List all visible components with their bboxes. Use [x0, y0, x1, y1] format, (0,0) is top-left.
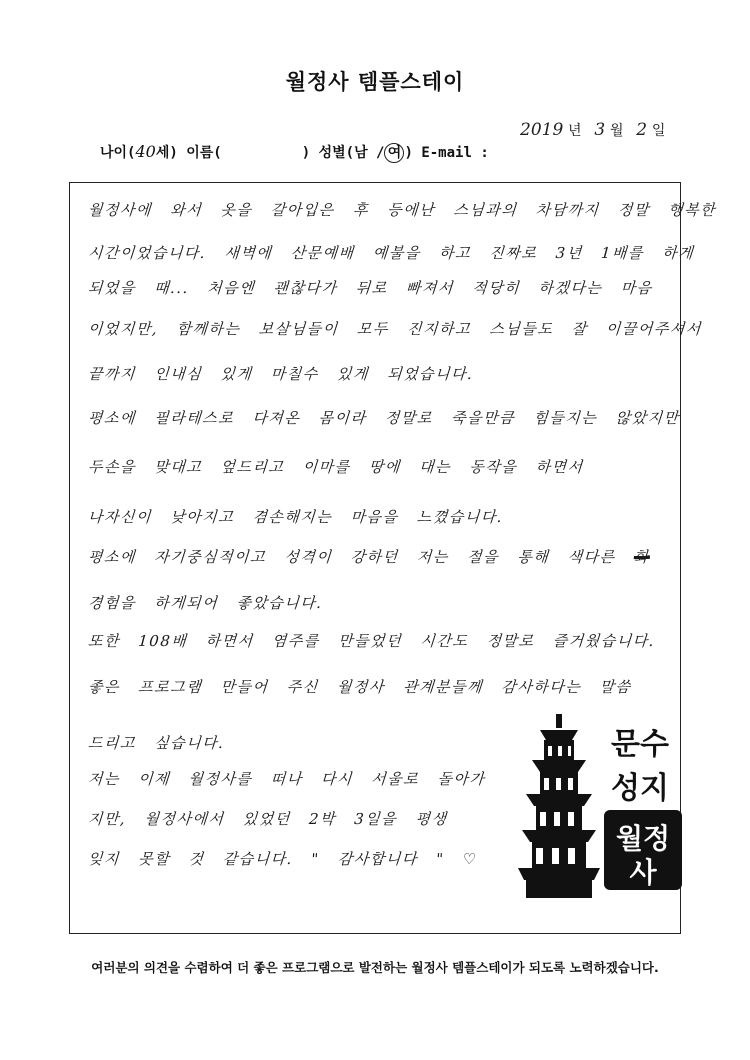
- email-label: E-mail :: [421, 145, 489, 161]
- footer-note: 여러분의 의견을 수렴하여 더 좋은 프로그램으로 발전하는 월정사 템플스테이가 되도록 노력하겠습니다.: [91, 960, 659, 975]
- gender-label: 성별(남 /: [318, 145, 385, 161]
- gender-close: ): [404, 145, 413, 161]
- letter-line-start: 평소에 자기중심적이고 성격이 강하던 저는 절을 통해 색다른: [87, 548, 617, 566]
- date-year: 2019: [520, 120, 564, 140]
- stamp-text-1: 문수: [611, 727, 669, 762]
- letter-line: 지만, 월정사에서 있었던 2박 3일을 평생: [87, 810, 449, 828]
- letter-line: 평소에 필라테스로 다져온 몸이라 정말로 죽을만큼 힘들지는 않았지만: [87, 409, 681, 427]
- letter-line: 저는 이제 월정사를 떠나 다시 서울로 돌아가: [87, 770, 487, 788]
- letter-line: 드리고 싶습니다.: [87, 734, 226, 752]
- letter-line: 나자신이 낮아지고 겸손해지는 마음을 느꼈습니다.: [87, 508, 504, 526]
- letter-line: 월정사에 와서 옷을 갈아입은 후 등에난 스님과의 차담까지 정말 행복한: [87, 201, 717, 219]
- date-year-label: 년: [568, 123, 582, 139]
- date-month-label: 월: [609, 123, 624, 139]
- info-row: [100, 142, 489, 163]
- letter-line: 잊지 못할 것 같습니다. " 감사합니다 " ♡: [87, 850, 479, 868]
- letter-line: 또한 108배 하면서 염주를 만들었던 시간도 정말로 즐거웠습니다.: [87, 632, 656, 650]
- age-value: 40: [135, 142, 156, 161]
- age-label-close: 세): [155, 145, 178, 161]
- temple-stamp-logo: [518, 706, 686, 902]
- letter-line: 이었지만, 함께하는 보살님들이 모두 진지하고 스님들도 잘 이끌어주셔서: [87, 320, 703, 338]
- gender-selected: 여: [384, 143, 404, 163]
- letter-line: 끝까지 인내심 있게 마칠수 있게 되었습니다.: [87, 365, 475, 383]
- stamp-text-2: 성지: [611, 771, 669, 806]
- letter-line: [87, 546, 650, 567]
- stamp-text-3: 월정: [615, 822, 671, 855]
- stamp-text-4: 사: [629, 856, 657, 889]
- date-month: 3: [594, 120, 606, 140]
- name-label: 이름(: [186, 145, 222, 161]
- letter-line: 되었을 때... 처음엔 괜찮다가 뒤로 빠져서 적당히 하겠다는 마음: [87, 279, 654, 297]
- letter-line: 두손을 맞대고 엎드리고 이마를 땅에 대는 동작을 하면서: [87, 458, 585, 476]
- date-day: 2: [636, 120, 648, 140]
- letter-line: 경험을 하게되어 좋았습니다.: [87, 594, 324, 612]
- name-close: ): [301, 145, 311, 161]
- page-title: 월정사 템플스테이: [285, 70, 465, 94]
- date-row: [520, 120, 673, 140]
- date-day-label: 일: [651, 123, 666, 139]
- letter-line: 좋은 프로그램 만들어 주신 월정사 관계분들께 감사하다는 말씀: [87, 678, 633, 696]
- age-label-open: 나이(: [100, 145, 136, 161]
- strikethrough-word: 화: [633, 548, 651, 566]
- letter-line: 시간이었습니다. 새벽에 산문예배 예불을 하고 진짜로 3년 1배를 하게: [87, 244, 695, 262]
